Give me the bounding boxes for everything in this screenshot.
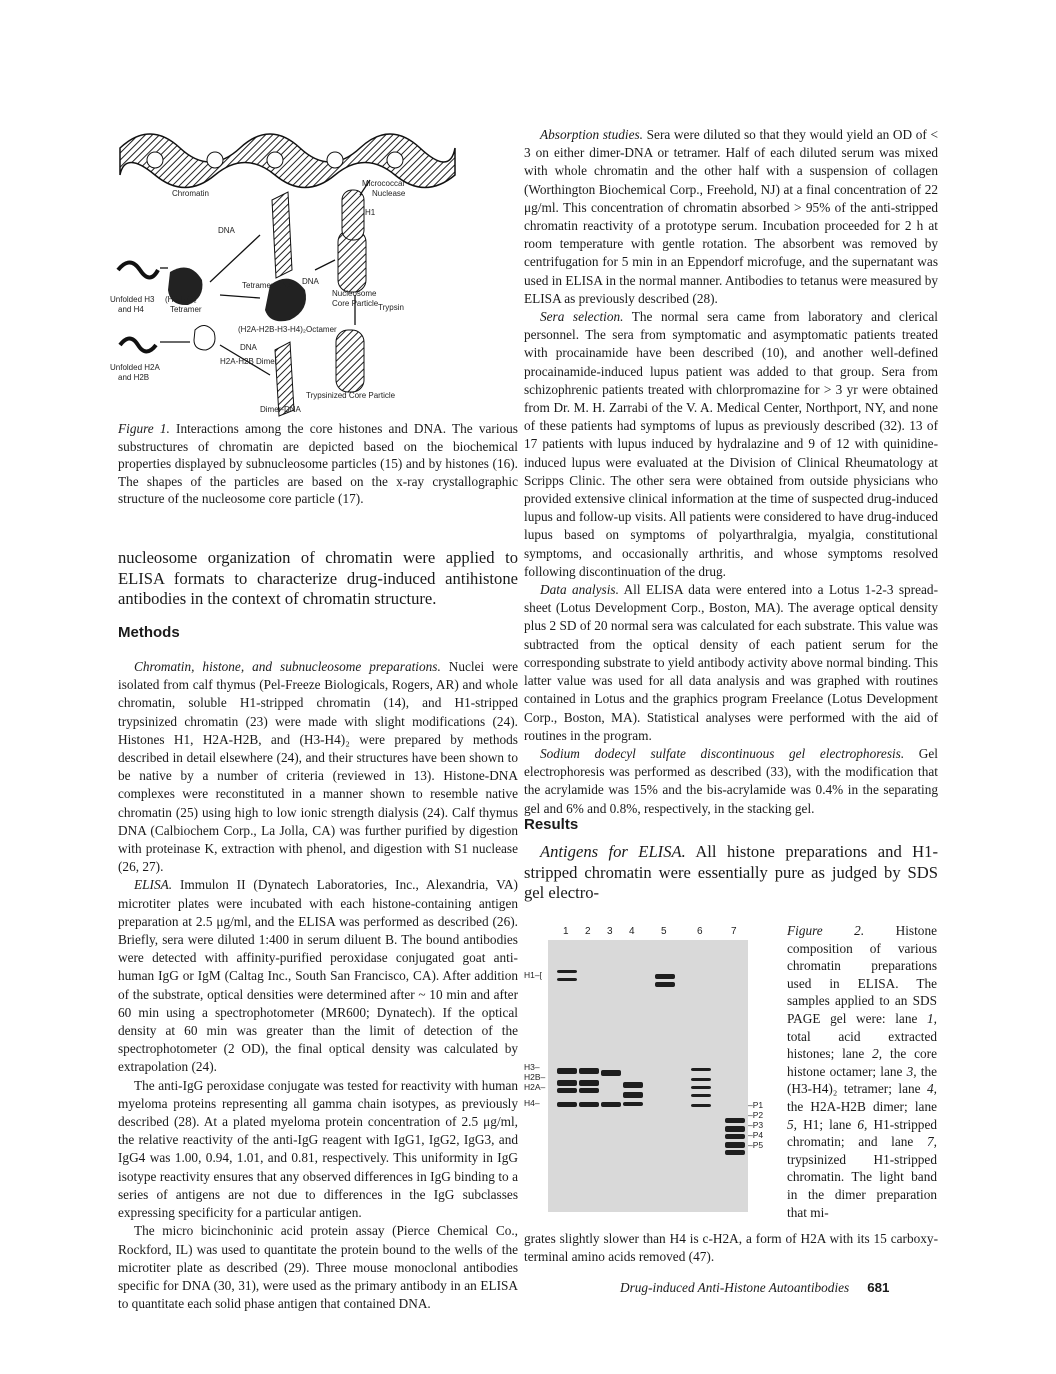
gel-band: [623, 1102, 643, 1106]
band-label-left: H3–: [524, 1062, 540, 1072]
figure-2-caption-part: 4,: [927, 1081, 937, 1097]
label-dimer-dna: Dimer-DNA: [260, 405, 301, 414]
label-tetramer: Tetramer: [170, 305, 202, 314]
gel-band: [691, 1094, 711, 1097]
gel-band: [579, 1080, 599, 1086]
gel-band: [557, 1080, 577, 1086]
gel-band: [557, 1068, 577, 1074]
results-text: All histone preparations and H1-stripped chromatin were essentially pure as judged by SDS gel electro-: [524, 842, 938, 902]
gel-band: [725, 1142, 745, 1148]
label-trypsin: Trypsin: [378, 303, 404, 312]
gel-band: [725, 1126, 745, 1132]
figure-2-caption-tail: grates slightly slower than H4 is c-H2A, a form of H2A with its 15 carboxy-terminal amino acids removed (47).: [524, 1231, 938, 1264]
gel-band: [725, 1150, 745, 1155]
absorption-paragraph: [524, 126, 938, 308]
label-h2a-h2b-dimer: H2A-H2B Dimer: [220, 357, 278, 366]
label-h3h4-tetramer: (H3-H4)₂: [165, 295, 197, 304]
gel-band: [691, 1086, 711, 1089]
label-h1: H1: [365, 208, 376, 217]
data-analysis-text: All ELISA data were entered into a Lotus 1-2-3 spread-sheet (Lotus Development Corp., Boston, MA). The average optical density plus 2 SD of 20 normal sera was calculated for each substrate. This value was subtracted from the optical density of each patient serum for the corresponding substrate to yield antibody activity above normal binding. This latter value was used for all data analysis and was graphed with routines contained in Lotus and the graphics program Freelance (Lotus Development Corp., Boston, MA). Statistical analyses were performed with the aid of routines in the program.: [524, 582, 938, 743]
gel-band: [691, 1104, 711, 1107]
label-octamer: (H2A-H2B-H3-H4)₂Octamer: [238, 325, 337, 334]
gel-band: [579, 1102, 599, 1107]
figure-1-caption-text: Interactions among the core histones and DNA. The various substructures of chromatin are depicted based on the biochemical properties displayed by subnucleosome particles (15) and by histones (16). The shapes of the particles are based on the x-ray crystallographic structure of the nucleosome core particle (17).: [118, 421, 518, 507]
figure-1-caption-lead: Figure 1.: [118, 421, 170, 436]
absorption-runin: Absorption studies.: [540, 127, 644, 142]
band-label-right: –P4: [748, 1130, 764, 1140]
running-title: Drug-induced Anti-Histone Autoantibodies: [620, 1280, 850, 1295]
gel-band: [557, 1088, 577, 1093]
lane-number: 2: [585, 926, 591, 937]
results-heading: Results: [524, 816, 579, 833]
figure-2-caption-part: 5,: [787, 1116, 797, 1132]
methods-runin-1: Chromatin, histone, and subnucleosome preparations.: [134, 659, 441, 674]
figure-2-gel: [522, 922, 777, 1222]
lane-number: 4: [629, 926, 635, 937]
figure-2-caption-lead: Figure 2.: [787, 923, 865, 938]
sds-paragraph: [524, 745, 938, 818]
gel-band: [691, 1068, 711, 1071]
band-label-left: H2B–: [524, 1072, 546, 1082]
gel-band: [557, 1102, 577, 1107]
figure-2-caption-part: Histone composition of various chromatin preparations used in ELISA. The samples applied to an SDS PAGE gel were: lane: [787, 923, 937, 1026]
figure-1-caption: [118, 420, 518, 508]
label-and-h2b: and H2B: [118, 373, 150, 382]
sera-paragraph: [524, 308, 938, 581]
gel-band: [557, 970, 577, 973]
gel-band: [623, 1092, 643, 1098]
page-footer: [620, 1280, 940, 1296]
figure-2-caption-part: 7,: [927, 1134, 937, 1150]
label-core-particle: Core Particle: [332, 299, 379, 308]
figure-2-caption-part: the (H3-H4)₂ tetramer; lane: [787, 1063, 937, 1097]
gel-band: [557, 978, 577, 981]
chromatin-fiber: [120, 134, 455, 188]
label-dna-3: DNA: [240, 343, 257, 352]
figure-2-caption-part: trypsinized H1-stripped chromatin. The light band in the dimer preparation that mi-: [787, 1151, 937, 1220]
label-unfolded-h2a: Unfolded H2A: [110, 363, 160, 372]
figure-2-caption-part: 2,: [872, 1046, 883, 1062]
figure-2-caption-part: total acid extracted histones; lane: [787, 1028, 937, 1062]
tetramer-dna-particle: [272, 192, 292, 278]
figure-2-caption-part: 3,: [906, 1063, 917, 1079]
label-micrococcal: Micrococcal: [362, 179, 405, 188]
page-number: 681: [867, 1280, 890, 1295]
band-label-left: H2A–: [524, 1082, 546, 1092]
figure-2-caption-part: the H2A-H2B dimer; lane: [787, 1098, 937, 1114]
gel-band: [725, 1134, 745, 1139]
figure-2-caption: [787, 922, 937, 1221]
label-nuclease: Nuclease: [372, 189, 406, 198]
figure-2-caption-part: 6,: [857, 1116, 868, 1132]
lane-number: 3: [607, 926, 613, 937]
figure-2-caption-part: H1; lane: [796, 1116, 858, 1132]
lane-number: 1: [563, 926, 569, 937]
label-unfolded-h3: Unfolded H3: [110, 295, 155, 304]
methods-text-1: Nuclei were isolated from calf thymus (Pel-Freeze Biologicals, Rogers, AR) and whole chromatin, soluble H1-stripped chromatin (14), and H1-stripped trypsinized chromatin (23) were made with slight modifications (24). Histones H1, H2A-H2B, and (H3-H4)₂ were prepared by methods described in detail elsewhere (24), and their structures have been shown to be native by a number of criteria (reviewed in 13). Histone-DNA complexes were reconstituted in a manner shown to resemble native chromatin (25) using high to low ionic strength dialysis (24). Calf thymus DNA (Calbiochem Corp., La Jolla, CA) was further purified by digestion with proteinase K, extraction with phenol, and digestion with S1 nuclease (26, 27).: [118, 659, 518, 875]
absorption-text: Sera were diluted so that they would yield an OD of < 3 on either dimer-DNA or tetramer. Half of each diluted serum was mixed with whole chromatin and the other half with a suspension of collagen (Worthington Biochemical Corp., Freehold, NJ) at a final concentration of 22 μg/ml. This concentration of chromatin absorbed > 95% of the anti-stripped chromatin reactivity of a prototype serum. Incubation proceeded for 2 h at room temperature with gentle rotation. The absorbent was removed by centrifugation for 5 min in an Eppendorf microfuge, and the supernatant was used in ELISA in the normal manner. Antibodies to tetanus were measured by ELISA as previously described (28).: [524, 127, 938, 306]
figure-2-caption-part: 1,: [927, 1010, 937, 1026]
gel-band: [601, 1102, 621, 1107]
methods-heading: Methods: [118, 624, 180, 641]
gel-band: [579, 1068, 599, 1074]
sera-text: The normal sera came from laboratory and clerical personnel. The sera from symptomatic and asymptomatic patients treated with procainamide have been described (10), and another well-defined procainamide-induced lupus patient was added to that group. Sera from schizophrenic patients treated with chlorpromazine for > 3 yr were obtained from Dr. M. H. Zarrabi of the V. A. Medical Center, Northport, NY, and none of these patients had symptoms of lupus as previously described (32). 13 of 17 patients with lupus induced by hydralazine and 9 of 12 with quinidine-induced lupus were evaluated at the Division of Clinical Rheumatology at Scripps Clinic. The other sera were obtained from outside physicians who provided extensive clinical information at the time of suspected drug-induced lupus and follow-up visits. All patients were considered to have drug-induced lupus based on symptoms of polyarthralgia, myalgia, constitutional symptoms, and occasionally arthritis, and whose symptoms resolved following discontinuation of the drug.: [524, 309, 938, 579]
data-analysis-runin: Data analysis.: [540, 582, 619, 598]
figure-2-caption-part: the core histone octamer; lane: [787, 1046, 937, 1079]
results-paragraph: [524, 842, 938, 904]
methods-text-2: Immulon II (Dynatech Laboratories, Inc., Alexandria, VA) microtiter plates were incubated with each histone-containing antigen preparation at 2.5 μg/ml, and the ELISA was performed as described (26). Briefly, sera were diluted 1:400 in serum diluent B. The bound antibodies were detected with affinity-purified peroxidase conjugated goat anti-human IgG or IgM (Caltag Inc., South San Francisco, CA). After addition of the substrate, optical densities were determined after ~ 10 min and after 60 min using a spectrophotometer (MR600; Dynatech). If the optical density at 60 min was greater than the limit of detection of the spectrophotometer (2 OD), the final optical density was calculated by extrapolation (24).: [118, 877, 518, 1075]
figure-1-diagram: [110, 120, 505, 420]
lane-number: 6: [697, 926, 703, 937]
gel-band: [601, 1070, 621, 1076]
sds-runin: Sodium dodecyl sulfate discontinuous gel electrophoresis.: [540, 745, 905, 761]
methods-runin-2: ELISA.: [134, 877, 173, 893]
lane-number: 7: [731, 926, 737, 937]
band-label-right: –P1: [748, 1100, 764, 1110]
band-label-right: –P5: [748, 1140, 764, 1150]
methods-paragraph-4: The micro bicinchoninic acid protein assay (Pierce Chemical Co., Rockford, IL) was used to quantitate the protein bound to the wells of the microtiter plate as described (29). Three mouse monoclonal antibodies specific for DNA (30, 31), were used as the primary antibody in an ELISA to quantitate each solid phase antigen that contained DNA.: [118, 1223, 518, 1312]
band-label-left: H1–[: [524, 970, 542, 980]
label-nucleosome: Nucleosome: [332, 289, 377, 298]
figure-2-caption-part: H1-stripped chromatin; and lane: [787, 1116, 937, 1150]
results-runin: Antigens for ELISA.: [540, 842, 686, 861]
gel-band: [579, 1088, 599, 1093]
label-and-h4: and H4: [118, 305, 144, 314]
sera-runin: Sera selection.: [540, 309, 624, 325]
methods-paragraph-1: [118, 658, 518, 876]
methods-paragraph-3: The anti-IgG peroxidase conjugate was tested for reactivity with human myeloma proteins representing all gamma chain isotypes, as previously described (28). At a plated myeloma protein concentration of 2.5 μg/ml, the relative reactivity of the anti-IgG reagent with IgG1, IgG2, IgG3, and IgG4 was 1.00, 0.94, 1.01, and 0.81, respectively. This uniformity in IgG isotype reactivity ensures that any observed differences in IgG binding to a series of antigens are not due to differences in the IgG subclasses expressing specificity for a particular antigen.: [118, 1077, 518, 1221]
lane-number: 5: [661, 926, 667, 937]
figure-2-caption-body: [787, 923, 937, 1220]
gel-band: [655, 974, 675, 979]
methods-paragraph-2: [118, 876, 518, 1076]
intro-paragraph: nucleosome organization of chromatin were applied to ELISA formats to characterize drug-induced antihistone antibodies in the context of chromatin structure.: [118, 548, 518, 608]
gel-band: [623, 1082, 643, 1088]
label-dna-1: DNA: [218, 226, 235, 235]
gel-band: [655, 982, 675, 987]
data-analysis-paragraph: [524, 581, 938, 745]
gel-band: [691, 1078, 711, 1081]
band-label-right: –P2: [748, 1110, 764, 1120]
label-dna-2: DNA: [302, 277, 319, 286]
gel-band: [725, 1118, 745, 1123]
band-label-left: H4–: [524, 1098, 540, 1108]
sds-text: Gel electrophoresis was performed as described (33), with the modification that the acrylamide was 15% and the bis-acrylamide was 0.4% in the separating gel and 6% and 0.8%, respectively, in the stacking gel.: [524, 745, 938, 816]
label-tetramer-dna: Tetramer-DNA: [242, 281, 294, 290]
label-chromatin: Chromatin: [172, 189, 209, 198]
band-label-right: –P3: [748, 1120, 764, 1130]
label-trypsinized: Trypsinized Core Particle: [306, 391, 396, 400]
